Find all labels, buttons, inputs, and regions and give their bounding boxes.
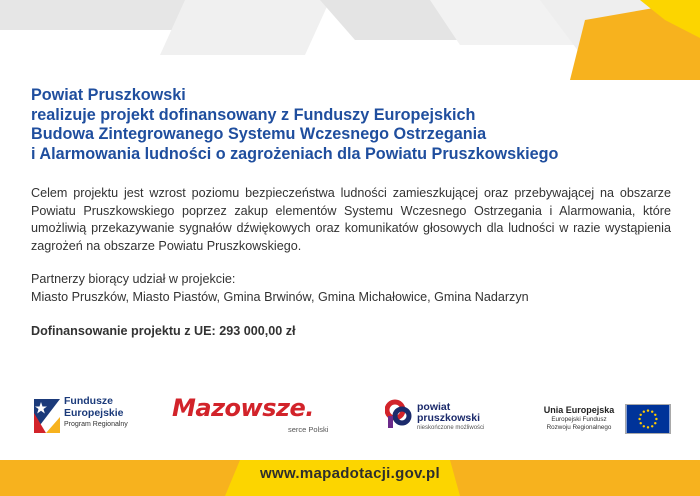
ue-sub1: Europejski Fundusz (551, 416, 607, 423)
pp-ribbon-icon (385, 399, 413, 429)
top-decoration (0, 0, 700, 80)
main-content (31, 86, 671, 340)
partners-section (31, 271, 671, 306)
unia-europejska-logo (520, 388, 670, 442)
pp-line1: powiat (417, 401, 451, 413)
partners-list: Miasto Pruszków, Miasto Piastów, Gmina Brwinów, Gmina Michałowice, Gmina Nadarzyn (31, 289, 529, 304)
fe-line2: Europejskie (64, 406, 124, 419)
logo-bar (0, 388, 700, 442)
project-description: Celem projektu jest wzrost poziomu bezpieczeństwa ludności zamieszkującej oraz przebywającej na obszarze Powiatu Pruszkowskiego poprzez zakup elementów Systemu Wczesnego Ostrzegania i Alarmowania, które umożliwią przekazywanie sygnałów dźwiękowych oraz komunikatów głosowych dla ludności w razie wystąpienia zagrożeń na obszarze Powiatu Pruszkowskiego. (31, 186, 671, 253)
eu-flag-icon (625, 404, 671, 434)
footer (0, 460, 700, 496)
mazowsze-logo (170, 388, 350, 442)
fe-star-icon (30, 393, 60, 433)
mazowsze-word: Mazowsze. (172, 394, 314, 422)
pp-line2: pruszkowski (417, 411, 481, 424)
ue-title: Unia Europejska (543, 405, 615, 415)
mazowsze-sub: serce Polski (288, 425, 329, 434)
project-title (31, 86, 671, 164)
ue-sub2: Rozwoju Regionalnego (546, 423, 612, 431)
fe-sub: Program Regionalny (64, 421, 128, 428)
pp-sub: nieskończone możliwości (417, 425, 485, 431)
title-line: Powiat Pruszkowski (31, 86, 186, 104)
title-line: i Alarmowania ludności o zagrożeniach dla Powiatu Pruszkowskiego (31, 144, 559, 163)
funding-amount: Dofinansowanie projektu z UE: 293 000,00 zł (31, 323, 296, 338)
footer-url[interactable]: www.mapadotacji.gov.pl (260, 465, 440, 482)
powiat-pruszkowski-logo (385, 388, 515, 442)
fundusze-europejskie-logo (30, 388, 165, 442)
title-line: Budowa Zintegrowanego Systemu Wczesnego Ostrzegania (31, 125, 487, 143)
title-line: realizuje projekt dofinansowany z Funduszy Europejskich (31, 105, 476, 124)
fe-line1: Fundusze (64, 395, 113, 407)
partners-label: Partnerzy biorący udział w projekcie: (31, 272, 236, 287)
